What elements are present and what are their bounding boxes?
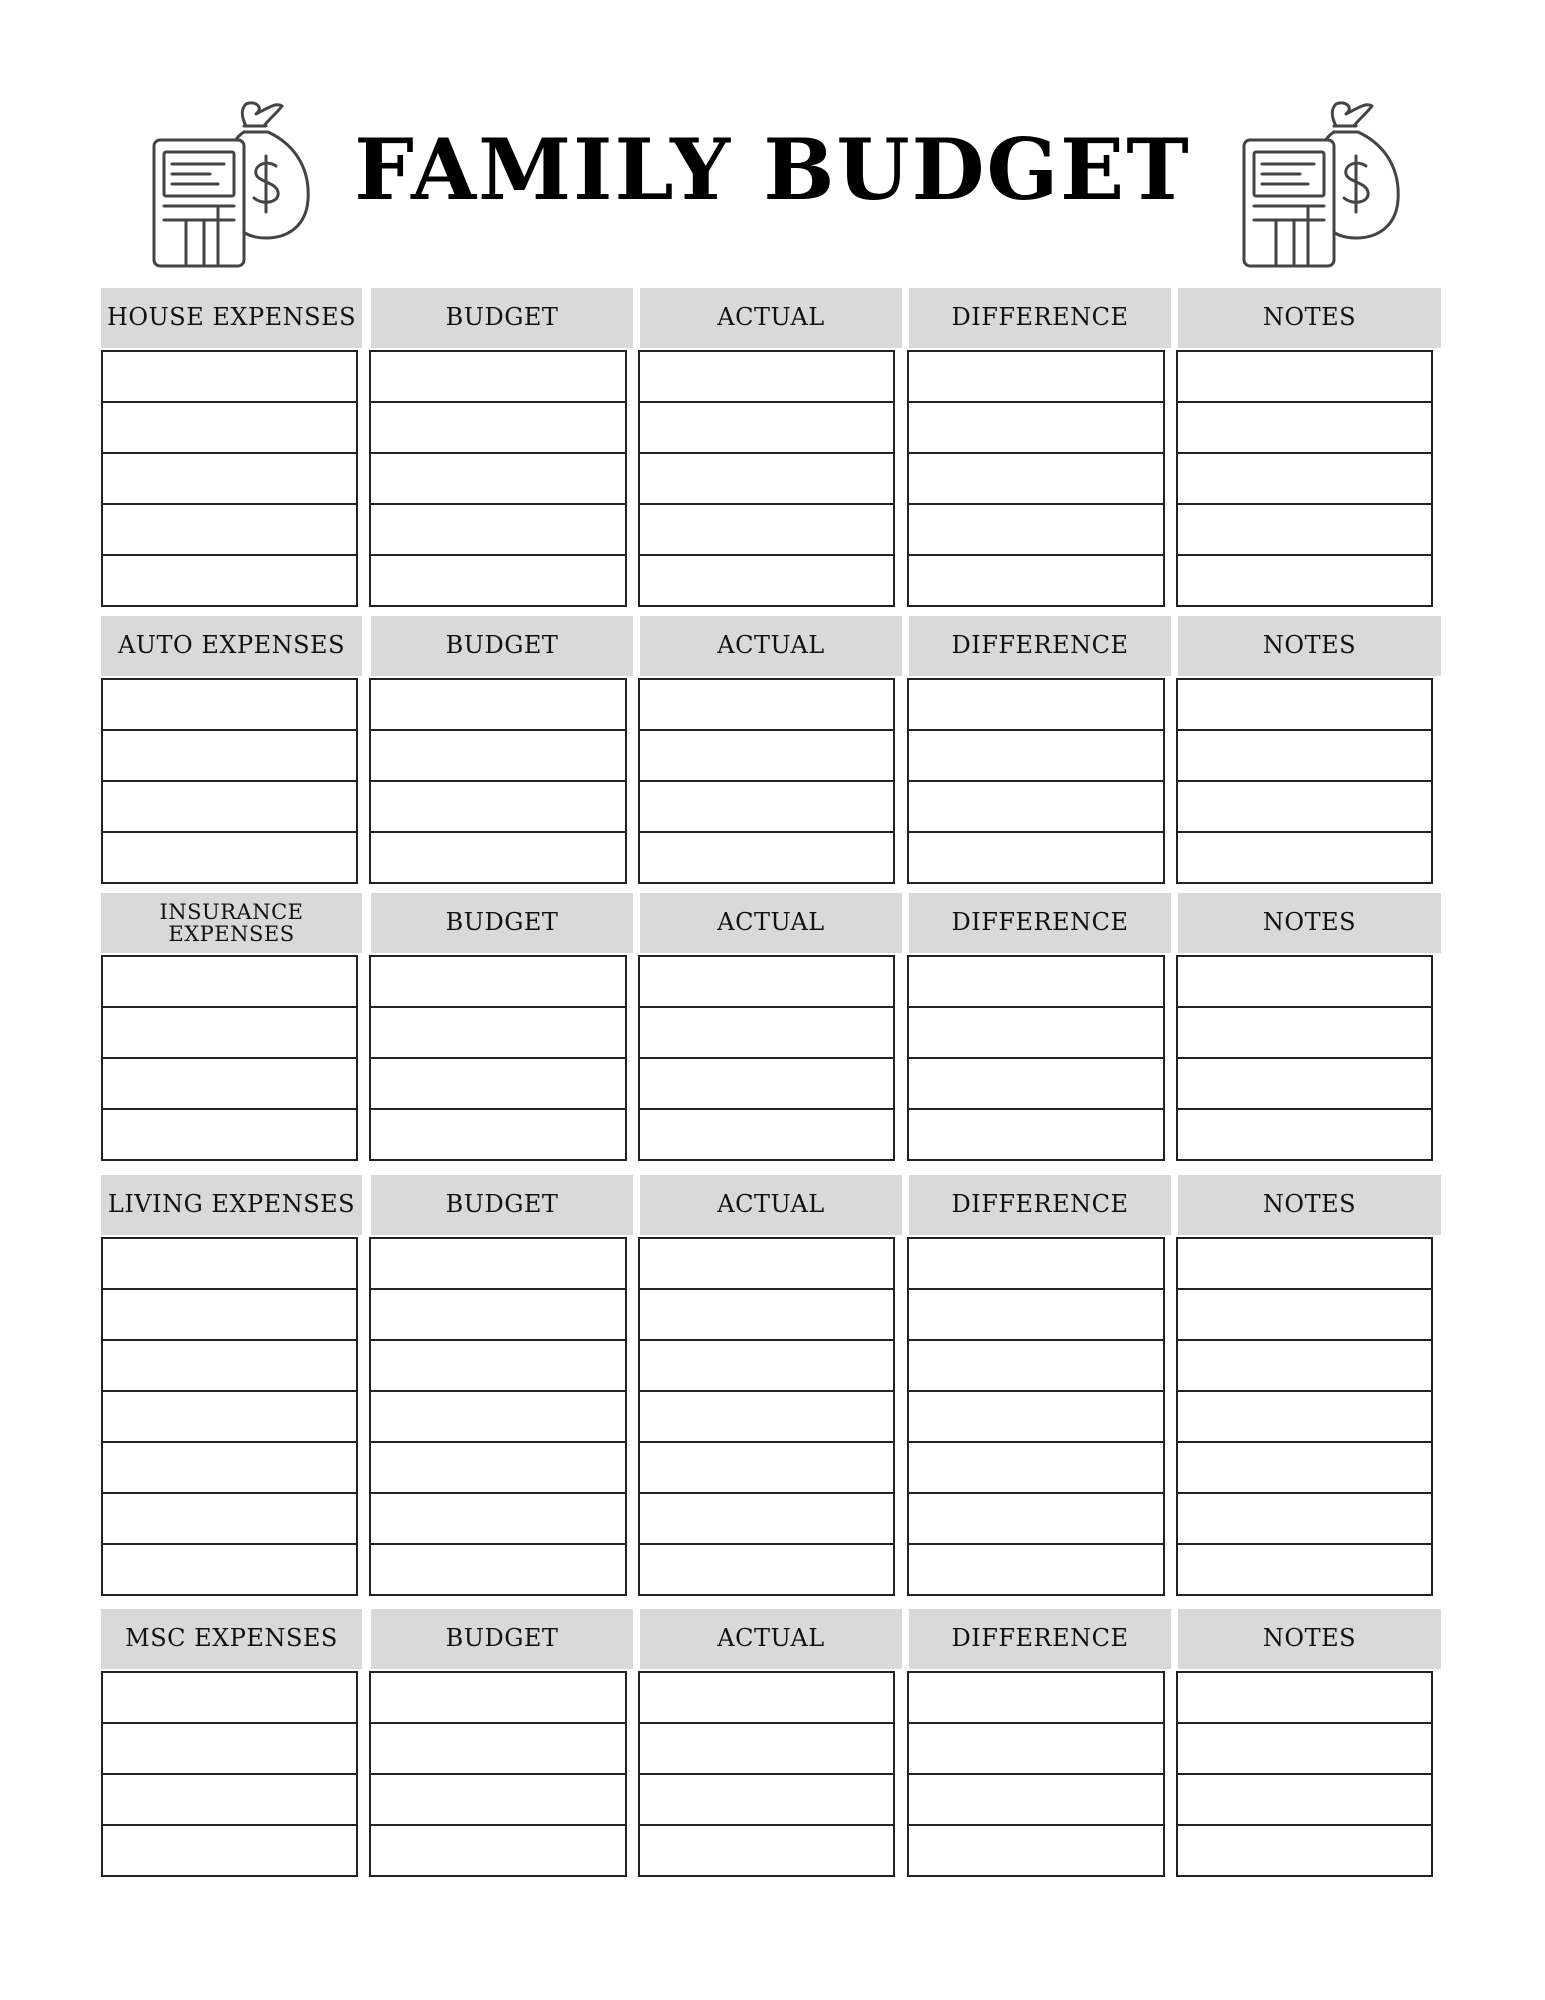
table-cell[interactable]	[907, 1237, 1165, 1290]
calculator-money-bag-icon	[1238, 96, 1408, 271]
table-cell[interactable]	[369, 452, 627, 505]
table-cell[interactable]	[907, 401, 1165, 454]
table-cell[interactable]	[907, 1006, 1165, 1059]
table-cell[interactable]	[638, 1057, 895, 1110]
table-cell[interactable]	[638, 1492, 895, 1545]
table-cell[interactable]	[369, 1057, 627, 1110]
table-cell[interactable]	[1176, 1390, 1433, 1443]
column-header-difference: DIFFERENCE	[909, 288, 1171, 348]
table-cell[interactable]	[907, 1057, 1165, 1110]
table-cell[interactable]	[1176, 350, 1433, 403]
table-cell[interactable]	[1176, 1722, 1433, 1775]
table-cell[interactable]	[1176, 401, 1433, 454]
table-cell[interactable]	[907, 1492, 1165, 1545]
table-cell[interactable]	[101, 1543, 358, 1596]
column-header-budget: BUDGET	[371, 1175, 633, 1235]
table-cell[interactable]	[638, 1824, 895, 1877]
table-cell[interactable]	[907, 1543, 1165, 1596]
section-label: INSURANCE EXPENSES	[101, 893, 362, 953]
page-title: FAMILY BUDGET	[354, 120, 1191, 219]
table-cell[interactable]	[907, 1339, 1165, 1392]
table-cell[interactable]	[101, 1006, 358, 1059]
table-cell[interactable]	[907, 729, 1165, 782]
table-cell[interactable]	[907, 780, 1165, 833]
table-cell[interactable]	[101, 1441, 358, 1494]
table-cell[interactable]	[907, 1773, 1165, 1826]
table-cell[interactable]	[638, 1722, 895, 1775]
table-cell[interactable]	[369, 554, 627, 607]
section-label: HOUSE EXPENSES	[101, 288, 362, 348]
table-cell[interactable]	[638, 729, 895, 782]
table-cell[interactable]	[907, 554, 1165, 607]
table-cell[interactable]	[369, 1543, 627, 1596]
table-cell[interactable]	[907, 1108, 1165, 1161]
section-label: LIVING EXPENSES	[101, 1175, 362, 1235]
table-cell[interactable]	[907, 350, 1165, 403]
column-header-actual: ACTUAL	[640, 1175, 902, 1235]
table-cell[interactable]	[638, 503, 895, 556]
table-cell[interactable]	[369, 729, 627, 782]
table-cell[interactable]	[1176, 678, 1433, 731]
column-header-difference: DIFFERENCE	[909, 893, 1171, 953]
table-cell[interactable]	[101, 1288, 358, 1341]
table-cell[interactable]	[1176, 1006, 1433, 1059]
table-cell[interactable]	[638, 1237, 895, 1290]
column-header-budget: BUDGET	[371, 616, 633, 676]
table-cell[interactable]	[369, 1441, 627, 1494]
table-cell[interactable]	[638, 1339, 895, 1392]
table-cell[interactable]	[101, 780, 358, 833]
table-cell[interactable]	[369, 401, 627, 454]
table-cell[interactable]	[907, 1824, 1165, 1877]
table-cell[interactable]	[369, 1237, 627, 1290]
column-header-notes: NOTES	[1178, 288, 1441, 348]
table-cell[interactable]	[638, 1543, 895, 1596]
table-cell[interactable]	[1176, 1057, 1433, 1110]
table-cell[interactable]	[369, 780, 627, 833]
table-cell[interactable]	[1176, 1108, 1433, 1161]
table-cell[interactable]	[907, 1671, 1165, 1724]
column-header-budget: BUDGET	[371, 893, 633, 953]
table-cell[interactable]	[638, 780, 895, 833]
table-cell[interactable]	[1176, 1492, 1433, 1545]
table-cell[interactable]	[101, 350, 358, 403]
column-header-actual: ACTUAL	[640, 288, 902, 348]
table-cell[interactable]	[101, 1722, 358, 1775]
column-header-notes: NOTES	[1178, 1609, 1441, 1669]
table-cell[interactable]	[907, 678, 1165, 731]
table-cell[interactable]	[1176, 1671, 1433, 1724]
table-cell[interactable]	[101, 1671, 358, 1724]
table-cell[interactable]	[101, 1492, 358, 1545]
table-cell[interactable]	[101, 1108, 358, 1161]
table-cell[interactable]	[1176, 1441, 1433, 1494]
table-cell[interactable]	[1176, 1237, 1433, 1290]
table-cell[interactable]	[1176, 1824, 1433, 1877]
table-cell[interactable]	[907, 1441, 1165, 1494]
column-header-difference: DIFFERENCE	[909, 616, 1171, 676]
table-cell[interactable]	[1176, 729, 1433, 782]
table-cell[interactable]	[1176, 452, 1433, 505]
table-cell[interactable]	[1176, 554, 1433, 607]
table-cell[interactable]	[101, 452, 358, 505]
table-cell[interactable]	[1176, 831, 1433, 884]
table-cell[interactable]	[638, 955, 895, 1008]
table-cell[interactable]	[638, 1773, 895, 1826]
table-cell[interactable]	[101, 401, 358, 454]
table-cell[interactable]	[638, 554, 895, 607]
column-header-actual: ACTUAL	[640, 893, 902, 953]
table-cell[interactable]	[907, 1390, 1165, 1443]
table-cell[interactable]	[907, 831, 1165, 884]
table-cell[interactable]	[369, 1390, 627, 1443]
column-header-difference: DIFFERENCE	[909, 1175, 1171, 1235]
table-cell[interactable]	[101, 1390, 358, 1443]
table-cell[interactable]	[1176, 955, 1433, 1008]
table-cell[interactable]	[638, 1671, 895, 1724]
table-cell[interactable]	[907, 955, 1165, 1008]
table-cell[interactable]	[369, 1492, 627, 1545]
table-cell[interactable]	[1176, 1773, 1433, 1826]
table-cell[interactable]	[1176, 1339, 1433, 1392]
section-label: MSC EXPENSES	[101, 1609, 362, 1669]
table-cell[interactable]	[638, 1108, 895, 1161]
table-cell[interactable]	[369, 1824, 627, 1877]
table-cell[interactable]	[638, 831, 895, 884]
column-header-budget: BUDGET	[371, 288, 633, 348]
table-cell[interactable]	[369, 1006, 627, 1059]
table-cell[interactable]	[101, 1339, 358, 1392]
table-cell[interactable]	[907, 503, 1165, 556]
section-label: AUTO EXPENSES	[101, 616, 362, 676]
column-header-difference: DIFFERENCE	[909, 1609, 1171, 1669]
table-cell[interactable]	[907, 1722, 1165, 1775]
table-cell[interactable]	[101, 1237, 358, 1290]
table-cell[interactable]	[1176, 1543, 1433, 1596]
table-cell[interactable]	[101, 554, 358, 607]
table-cell[interactable]	[638, 678, 895, 731]
table-cell[interactable]	[101, 831, 358, 884]
table-cell[interactable]	[101, 955, 358, 1008]
table-cell[interactable]	[369, 1671, 627, 1724]
column-header-notes: NOTES	[1178, 1175, 1441, 1235]
table-cell[interactable]	[638, 452, 895, 505]
table-cell[interactable]	[369, 1773, 627, 1826]
table-cell[interactable]	[907, 1288, 1165, 1341]
column-header-notes: NOTES	[1178, 893, 1441, 953]
table-cell[interactable]	[101, 1057, 358, 1110]
column-header-actual: ACTUAL	[640, 616, 902, 676]
table-cell[interactable]	[369, 503, 627, 556]
table-cell[interactable]	[369, 1339, 627, 1392]
table-cell[interactable]	[369, 1722, 627, 1775]
table-cell[interactable]	[638, 401, 895, 454]
table-cell[interactable]	[369, 350, 627, 403]
table-cell[interactable]	[1176, 503, 1433, 556]
table-cell[interactable]	[369, 1108, 627, 1161]
table-cell[interactable]	[101, 729, 358, 782]
table-cell[interactable]	[101, 678, 358, 731]
table-cell[interactable]	[101, 1824, 358, 1877]
table-cell[interactable]	[638, 350, 895, 403]
table-cell[interactable]	[638, 1006, 895, 1059]
table-cell[interactable]	[638, 1288, 895, 1341]
table-cell[interactable]	[369, 678, 627, 731]
table-cell[interactable]	[369, 1288, 627, 1341]
table-cell[interactable]	[638, 1441, 895, 1494]
table-cell[interactable]	[907, 452, 1165, 505]
table-cell[interactable]	[101, 1773, 358, 1826]
table-cell[interactable]	[638, 1390, 895, 1443]
table-cell[interactable]	[369, 955, 627, 1008]
table-cell[interactable]	[101, 503, 358, 556]
column-header-actual: ACTUAL	[640, 1609, 902, 1669]
table-cell[interactable]	[369, 831, 627, 884]
column-header-budget: BUDGET	[371, 1609, 633, 1669]
column-header-notes: NOTES	[1178, 616, 1441, 676]
table-cell[interactable]	[1176, 1288, 1433, 1341]
table-cell[interactable]	[1176, 780, 1433, 833]
